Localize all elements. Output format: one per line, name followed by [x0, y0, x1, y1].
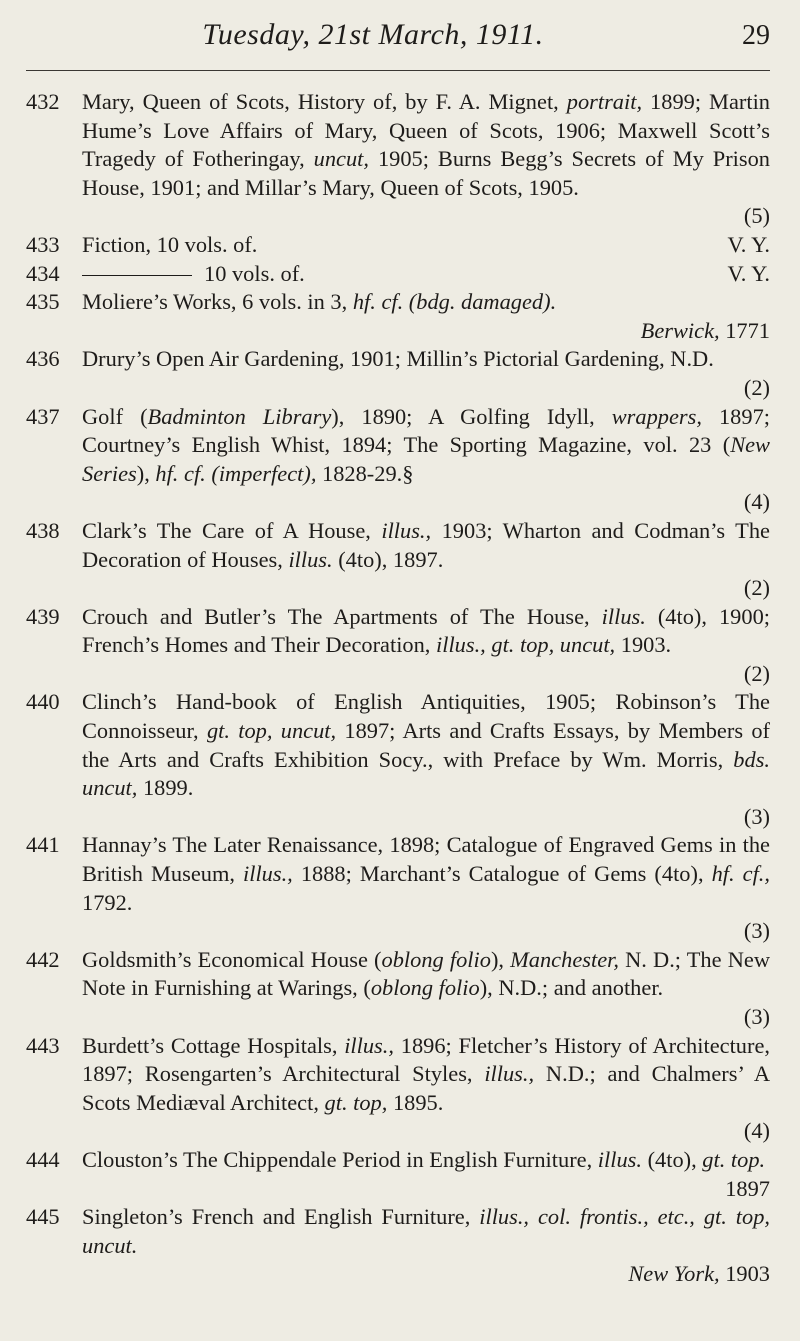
lot-number: 439 [26, 603, 60, 629]
lot-description: Clinch’s Hand-book of English Antiquities, 1905; Robinson’s The Connoisseur, gt. top, uncut, 1897; Arts and Crafts Essays, by Members of the Arts and Crafts Exhibition Socy., with Preface by Wm. Morris, bds. uncut, 1899. (3) [82, 688, 770, 831]
lot-description: Mary, Queen of Scots, History of, by F. A. Mignet, portrait, 1899; Martin Hume’s Love Affairs of Mary, Queen of Scots, 1906; Maxwell Scott’s Tragedy of Fotheringay, uncut, 1905; Burns Begg’s Secrets of My Prison House, 1901; and Millar’s Mary, Queen of Scots, 1905. (5) [82, 88, 770, 231]
lot-number: 432 [26, 89, 60, 114]
lot-description: Goldsmith’s Economical House (oblong folio), Manchester, N. D.; The New Note in Furnishing at Warings, (oblong folio), N.D.; and another. (3) [82, 946, 770, 1032]
lot-number: 441 [26, 832, 60, 858]
lot-description: Crouch and Butler’s The Apartments of The House, illus. (4to), 1900; French’s Homes and Their Decoration, illus., gt. top, uncut, 1903. (2) [82, 603, 770, 689]
lot-number: 442 [26, 946, 60, 972]
lot-description: Moliere’s Works, 6 vols. in 3, hf. cf. (bdg. damaged). Berwick, 1771 [82, 288, 770, 345]
lot-date: 1897 [725, 1175, 770, 1201]
lot-description: Hannay’s The Later Renaissance, 1898; Catalogue of Engraved Gems in the British Museum, illus., 1888; Marchant’s Catalogue of Gems (4to), hf. cf., 1792. (3) [82, 831, 770, 945]
lot-source: V. Y. [727, 260, 770, 286]
lot-imprint: New York, 1903 [628, 1261, 770, 1287]
lot-entry-443 [26, 1032, 770, 1146]
lot-imprint: Berwick, 1771 [640, 317, 770, 343]
lot-quantity: (4) [743, 1118, 770, 1144]
lot-number: 435 [26, 289, 60, 315]
lot-entry-439 [26, 603, 770, 689]
lot-quantity: (3) [743, 918, 770, 944]
lot-entry-445 [26, 1203, 770, 1289]
lot-description: Clouston’s The Chippendale Period in English Furniture, illus. (4to), gt. top. 1897 [82, 1146, 770, 1203]
lot-description: Burdett’s Cottage Hospitals, illus., 1896; Fletcher’s History of Architecture, 1897; Rosengarten’s Architectural Styles, illus., N.D.; and Chalmers’ A Scots Mediæval Architect, gt. top, 1895. (4) [82, 1032, 770, 1146]
page-title: Tuesday, 21st March, 1911. [202, 18, 544, 51]
lot-quantity: (2) [743, 660, 770, 686]
lot-list [26, 88, 770, 1289]
lot-quantity: (3) [743, 803, 770, 829]
lot-number: 436 [26, 346, 60, 372]
lot-entry-436 [26, 345, 770, 402]
lot-description: Clark’s The Care of A House, illus., 1903; Wharton and Codman’s The Decoration of Houses, illus. (4to), 1897. (2) [82, 517, 770, 603]
lot-number: 443 [26, 1032, 60, 1058]
lot-number: 434 [26, 260, 60, 286]
lot-entry-438 [26, 517, 770, 603]
lot-number: 433 [26, 231, 60, 257]
lot-entry-432 [26, 88, 770, 231]
lot-quantity: (5) [743, 203, 770, 229]
lot-description: Golf (Badminton Library), 1890; A Golfing Idyll, wrappers, 1897; Courtney’s English Whist, 1894; The Sporting Magazine, vol. 23 (New Series), hf. cf. (imperfect), 1828-29.§ (4) [82, 403, 770, 517]
lot-entry-437 [26, 403, 770, 517]
header-rule [26, 70, 770, 71]
lot-number: 444 [26, 1146, 60, 1172]
lot-source: V. Y. [727, 231, 770, 257]
ditto-dash [82, 275, 192, 276]
lot-entry-433 [26, 231, 770, 260]
lot-description: 10 vols. of. V. Y. [82, 260, 770, 289]
lot-number: 438 [26, 517, 60, 543]
lot-entry-435 [26, 288, 770, 345]
lot-quantity: (2) [743, 575, 770, 601]
lot-quantity: (4) [743, 489, 770, 515]
page-number: 29 [742, 20, 770, 51]
lot-number: 440 [26, 689, 60, 715]
lot-quantity: (3) [743, 1004, 770, 1029]
lot-entry-442 [26, 946, 770, 1032]
lot-number: 437 [26, 403, 60, 429]
lot-description: Drury’s Open Air Gardening, 1901; Millin’s Pictorial Gardening, N.D. (2) [82, 345, 770, 402]
lot-description: Singleton’s French and English Furniture, illus., col. frontis., etc., gt. top, uncut. New York, 1903 [82, 1203, 770, 1289]
page-header [26, 0, 770, 86]
lot-number: 445 [26, 1204, 60, 1230]
lot-entry-444 [26, 1146, 770, 1203]
lot-entry-440 [26, 688, 770, 831]
lot-description: Fiction, 10 vols. of. V. Y. [82, 231, 770, 260]
lot-entry-434 [26, 260, 770, 289]
lot-quantity: (2) [743, 374, 770, 400]
lot-entry-441 [26, 831, 770, 945]
